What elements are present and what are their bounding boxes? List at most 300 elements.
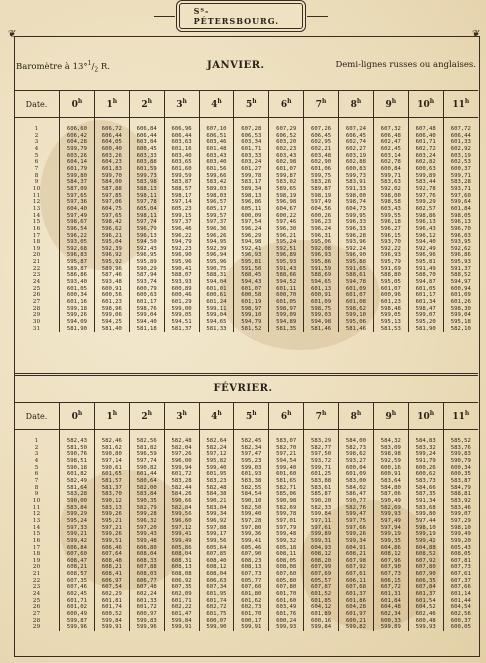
reading-cell: 597,01 (269, 518, 304, 525)
reading-cell: 607,48 (129, 584, 164, 591)
reading-cell: 585,87 (304, 491, 339, 498)
hour-mark: h (464, 98, 470, 105)
reading-cell: 598,67 (60, 219, 95, 226)
reading-cell: 597,50 (304, 451, 339, 458)
reading-cell: 597,76 (408, 193, 443, 200)
reading-cell: 582,69 (373, 505, 408, 512)
reading-cell: 598,96 (94, 306, 129, 313)
reading-cell: 603,65 (164, 159, 199, 166)
hour-mark: h (391, 410, 397, 417)
reading-cell: 582,34 (234, 445, 269, 452)
reading-cell: 588,07 (164, 272, 199, 279)
reading-cell: 601,11 (269, 286, 304, 293)
reading-cell: 581,57 (94, 478, 129, 485)
reading-cell: 606,40 (408, 133, 443, 140)
reading-cell: 582,79 (129, 505, 164, 512)
reading-cell: 606,45 (339, 133, 374, 140)
reading-cell: 598,05 (443, 213, 478, 220)
reading-cell: 590,77 (339, 498, 374, 505)
reading-cell: 596,70 (443, 226, 478, 233)
table-row (14, 306, 478, 313)
reading-cell: 605,17 (199, 206, 234, 213)
reading-cell: 594,97 (443, 279, 478, 286)
reading-cell: 595,87 (60, 259, 95, 266)
table-row (14, 239, 478, 246)
reading-cell: 595,96 (164, 259, 199, 266)
reading-cell: 599,73 (129, 173, 164, 180)
reading-cell: 594,25 (94, 319, 129, 326)
reading-cell: 606,35 (408, 578, 443, 585)
reading-cell: 607,73 (234, 571, 269, 578)
reading-cell: 596,30 (269, 226, 304, 233)
reading-cell: 601,01 (199, 286, 234, 293)
reading-cell: 608,12 (199, 564, 234, 571)
date-column-header: Date. (14, 403, 60, 430)
reading-cell: 607,73 (373, 571, 408, 578)
reading-cell: 582,70 (269, 445, 304, 452)
date-cell: 28 (32, 305, 41, 312)
reading-cell: 581,90 (408, 326, 443, 333)
reading-cell: 599,18 (60, 306, 95, 313)
reading-cell: 581,65 (269, 478, 304, 485)
reading-cell: 591,33 (339, 186, 374, 193)
reading-cell: 598,86 (408, 213, 443, 220)
reading-cell: 594,89 (269, 319, 304, 326)
reading-cell: 598,10 (408, 525, 443, 532)
hour-column-header: 2$^h$ (129, 403, 164, 430)
date-cell: 8 (34, 172, 39, 179)
reading-cell: 582,64 (199, 438, 234, 445)
banner-ornament (307, 16, 328, 17)
reading-cell: 603,14 (373, 153, 408, 160)
reading-cell: 582,76 (339, 505, 374, 512)
date-cell: 19 (32, 557, 41, 564)
reading-cell: 590,75 (199, 266, 234, 273)
reading-cell: 582,84 (164, 505, 199, 512)
reading-cell: 605,57 (304, 578, 339, 585)
reading-cell: 596,93 (304, 252, 339, 259)
spacer-cell (373, 118, 408, 127)
reading-cell: 583,98 (129, 179, 164, 186)
reading-cell: 599,80 (408, 511, 443, 518)
reading-cell: 607,60 (269, 571, 304, 578)
reading-cell: 601,75 (199, 611, 234, 618)
table-row (14, 604, 478, 611)
reading-cell: 600,45 (129, 146, 164, 153)
reading-cell: 601,74 (199, 598, 234, 605)
reading-cell: 598,75 (304, 306, 339, 313)
reading-cell: 599,83 (129, 618, 164, 625)
reading-cell: 599,03 (304, 312, 339, 319)
table-row (14, 133, 478, 140)
reading-cell: 596,89 (269, 252, 304, 259)
reading-cell: 581,62 (94, 445, 129, 452)
units-label: Demi-lignes russes ou anglaises. (335, 60, 476, 70)
reading-cell: 602,24 (129, 591, 164, 598)
reading-cell: 604,28 (60, 139, 95, 146)
reading-cell: 607,98 (339, 558, 374, 565)
reading-cell: 595,20 (408, 319, 443, 326)
reading-cell: 601,71 (60, 598, 95, 605)
reading-cell: 607,92 (339, 564, 374, 571)
reading-cell: 580,64 (129, 478, 164, 485)
reading-cell: 608,05 (443, 551, 478, 558)
reading-cell: 599,35 (373, 538, 408, 545)
reading-cell: 606,84 (60, 545, 95, 552)
reading-cell: 583,46 (443, 505, 478, 512)
reading-cell: 598,62 (339, 451, 374, 458)
reading-cell: 603,19 (339, 153, 374, 160)
reading-cell: 599,84 (304, 511, 339, 518)
reading-cell: 597,14 (94, 458, 129, 465)
reading-cell: 596,28 (339, 233, 374, 240)
reading-cell: 582,46 (94, 438, 129, 445)
reading-cell: 596,93 (373, 252, 408, 259)
reading-cell: 599,89 (304, 531, 339, 538)
reading-cell: 583,28 (60, 491, 95, 498)
reading-cell: 601,76 (269, 611, 304, 618)
reading-cell: 603,46 (199, 139, 234, 146)
reading-cell: 602,72 (408, 146, 443, 153)
reading-cell: 607,24 (339, 126, 374, 133)
reading-cell: 603,33 (129, 153, 164, 160)
reading-cell: 583,70 (94, 491, 129, 498)
reading-cell: 596,94 (199, 252, 234, 259)
reading-cell: 599,56 (199, 538, 234, 545)
reading-cell: 600,97 (129, 611, 164, 618)
reading-cell: 605,80 (269, 578, 304, 585)
reading-cell: 607,96 (373, 558, 408, 565)
reading-cell: 582,50 (234, 505, 269, 512)
barometer-frac-den: 2 (94, 66, 99, 74)
reading-cell: 598,48 (373, 306, 408, 313)
reading-cell: 600,16 (304, 618, 339, 625)
reading-cell: 596,21 (94, 233, 129, 240)
reading-cell: 583,63 (373, 179, 408, 186)
reading-cell: 608,21 (339, 551, 374, 558)
reading-cell: 608,23 (234, 558, 269, 565)
spacer-cell (129, 430, 164, 439)
reading-cell: 604,93 (304, 545, 339, 552)
hour-mark: h (147, 98, 152, 105)
barometer-unit: R. (98, 61, 110, 72)
reading-cell: 601,09 (339, 471, 374, 478)
table-row (14, 611, 478, 618)
date-cell: 30 (32, 319, 41, 326)
table-row (14, 166, 478, 173)
date-cell: 1 (34, 438, 39, 444)
reading-cell: 599,82 (339, 624, 374, 631)
reading-cell: 594,52 (269, 279, 304, 286)
reading-cell: 600,58 (234, 292, 269, 299)
reading-cell: 591,50 (234, 266, 269, 273)
reading-cell: 597,78 (129, 199, 164, 206)
hour-column-header: 9$^h$ (373, 91, 408, 118)
hour-mark: h (77, 98, 83, 105)
reading-cell: 597,28 (234, 518, 269, 525)
hour-column-header: 8$^h$ (339, 91, 374, 118)
reading-cell: 594,09 (60, 319, 95, 326)
reading-cell: 599,17 (199, 531, 234, 538)
reading-cell: 590,66 (164, 498, 199, 505)
reading-cell: 600,34 (60, 292, 95, 299)
reading-cell: 582,48 (164, 438, 199, 445)
reading-cell: 599,41 (164, 531, 199, 538)
hour-column-header: 2$^h$ (129, 91, 164, 118)
reading-cell: 594,98 (234, 239, 269, 246)
date-cell: 17 (32, 544, 41, 551)
reading-cell: 606,46 (94, 545, 129, 552)
reading-cell: 597,79 (269, 525, 304, 532)
spacer-cell (269, 118, 304, 127)
reading-cell: 588,52 (443, 272, 478, 279)
hour-column-header: 1$^h$ (94, 403, 129, 430)
reading-cell: 602,46 (408, 611, 443, 618)
reading-cell: 590,80 (94, 451, 129, 458)
reading-cell: 590,79 (443, 458, 478, 465)
reading-cell: 603,49 (269, 604, 304, 611)
reading-cell: 602,45 (60, 591, 95, 598)
table-row (14, 451, 478, 458)
hour-column-header: 8$^h$ (339, 403, 374, 430)
hour-mark: h (429, 98, 435, 105)
reading-cell: 602,92 (443, 146, 478, 153)
reading-cell: 601,84 (373, 598, 408, 605)
reading-cell: 599,87 (269, 173, 304, 180)
reading-cell: 596,18 (373, 219, 408, 226)
barometer-frac-num: 1 (87, 60, 92, 67)
reading-cell: 596,33 (339, 219, 374, 226)
reading-cell: 604,54 (443, 604, 478, 611)
reading-cell: 604,52 (408, 604, 443, 611)
reading-cell: 608,47 (60, 558, 95, 565)
barometer-text: Baromètre à 13° (16, 61, 88, 72)
reading-cell: 598,00 (373, 193, 408, 200)
reading-cell: 589,87 (304, 186, 339, 193)
reading-cell: 584,66 (408, 485, 443, 492)
reading-cell: 582,56 (129, 438, 164, 445)
table-row (14, 272, 478, 279)
reading-cell: 581,37 (94, 485, 129, 492)
reading-cell: 606,11 (339, 578, 374, 585)
reading-cell: 602,29 (94, 591, 129, 598)
date-cell: 2 (34, 132, 39, 139)
reading-cell: 605,86 (164, 545, 199, 552)
hour-column-header: 10$^h$ (408, 403, 443, 430)
reading-cell: 599,40 (199, 465, 234, 472)
reading-cell: 595,24 (60, 518, 95, 525)
reading-cell: 608,48 (94, 558, 129, 565)
reading-cell: 596,00 (164, 458, 199, 465)
reading-cell: 598,11 (129, 193, 164, 200)
reading-cell: 593,96 (339, 239, 374, 246)
reading-cell: 582,77 (304, 445, 339, 452)
reading-cell: 608,13 (234, 564, 269, 571)
reading-cell: 601,95 (199, 471, 234, 478)
reading-cell: 596,03 (443, 233, 478, 240)
table-row (14, 226, 478, 233)
spacer-cell (339, 430, 374, 439)
table-row (14, 478, 478, 485)
date-cell: 20 (32, 564, 41, 571)
reading-cell: 596,36 (199, 226, 234, 233)
reading-cell: 602,90 (304, 159, 339, 166)
date-cell: 16 (32, 537, 41, 544)
reading-cell: 593,93 (164, 279, 199, 286)
hour-mark: h (356, 410, 362, 417)
reading-cell: 599,10 (339, 312, 374, 319)
reading-cell: 599,43 (129, 531, 164, 538)
table-row (14, 292, 478, 299)
reading-cell: 603,20 (269, 139, 304, 146)
reading-cell: 603,26 (60, 153, 95, 160)
reading-cell: 596,23 (304, 219, 339, 226)
reading-cell: 592,62 (443, 246, 478, 253)
reading-cell: 607,73 (443, 564, 478, 571)
reading-cell: 600,62 (408, 471, 443, 478)
reading-cell: 607,61 (339, 571, 374, 578)
reading-cell: 599,11 (199, 306, 234, 313)
reading-cell: 599,07 (408, 312, 443, 319)
reading-cell: 581,35 (269, 326, 304, 333)
reading-cell: 597,12 (164, 525, 199, 532)
reading-cell: 602,27 (339, 146, 374, 153)
reading-cell: 582,10 (443, 326, 478, 333)
reading-cell: 603,19 (443, 153, 478, 160)
reading-cell: 600,26 (304, 213, 339, 220)
date-cell: 6 (34, 159, 39, 166)
reading-cell: 598,76 (129, 306, 164, 313)
reading-cell: 600,83 (339, 166, 374, 173)
reading-cell: 590,61 (94, 465, 129, 472)
reading-cell: 599,00 (164, 306, 199, 313)
reading-cell: 599,59 (164, 173, 199, 180)
date-cell: 20 (32, 252, 41, 259)
reading-cell: 602,72 (199, 604, 234, 611)
reading-cell: 606,80 (129, 545, 164, 552)
reading-cell: 597,06 (94, 199, 129, 206)
reading-cell: 601,60 (269, 598, 304, 605)
reading-cell: 605,43 (443, 545, 478, 552)
reading-cell: 583,32 (408, 445, 443, 452)
reading-cell: 606,44 (129, 133, 164, 140)
reading-cell: 598,58 (373, 199, 408, 206)
reading-cell: 608,31 (164, 558, 199, 565)
reading-cell: 588,80 (373, 272, 408, 279)
table-row (14, 511, 478, 518)
reading-cell: 584,02 (339, 485, 374, 492)
reading-cell: 601,97 (339, 611, 374, 618)
reading-cell: 601,02 (60, 604, 95, 611)
reading-cell: 606,63 (199, 578, 234, 585)
reading-cell: 597,29 (443, 518, 478, 525)
reading-cell: 605,11 (234, 206, 269, 213)
reading-cell: 594,43 (234, 279, 269, 286)
hour-mark: h (182, 410, 187, 417)
reading-cell: 591,49 (408, 266, 443, 273)
table-row (14, 624, 478, 631)
reading-cell: 597,75 (339, 518, 374, 525)
reading-cell: 597,21 (94, 525, 129, 532)
reading-cell: 583,91 (339, 179, 374, 186)
reading-cell: 592,39 (94, 246, 129, 253)
reading-cell: 597,12 (199, 451, 234, 458)
january-table (14, 90, 478, 332)
reading-cell: 600,22 (269, 213, 304, 220)
reading-cell: 594,65 (304, 279, 339, 286)
date-cell: 23 (32, 272, 41, 279)
reading-cell: 599,28 (129, 511, 164, 518)
table-row (14, 193, 478, 200)
reading-cell: 596,86 (234, 199, 269, 206)
city-banner (150, 5, 332, 27)
reading-cell: 600,24 (269, 618, 304, 625)
reading-cell: 599,40 (269, 465, 304, 472)
month-title-january: JANVIER. (207, 60, 265, 71)
february-table (14, 402, 478, 631)
reading-cell: 601,84 (443, 206, 478, 213)
date-cell: 28 (32, 617, 41, 624)
table-row (14, 518, 478, 525)
date-cell: 1 (34, 126, 39, 132)
february-rows (14, 430, 478, 632)
reading-cell: 583,17 (234, 179, 269, 186)
reading-cell: 603,33 (234, 153, 269, 160)
reading-cell: 599,19 (373, 531, 408, 538)
reading-cell: 599,15 (164, 213, 199, 220)
reading-cell: 605,46 (234, 545, 269, 552)
reading-cell: 601,54 (408, 598, 443, 605)
reading-cell: 599,06 (94, 312, 129, 319)
spacer-cell (14, 118, 60, 127)
reading-cell: 604,14 (60, 159, 95, 166)
hour-column-header: 11$^h$ (443, 403, 478, 430)
reading-cell: 596,21 (269, 233, 304, 240)
reading-cell: 599,41 (234, 538, 269, 545)
date-cell: 4 (34, 145, 39, 152)
reading-cell: 596,62 (94, 226, 129, 233)
reading-cell: 607,61 (443, 571, 478, 578)
date-cell: 14 (32, 212, 41, 219)
reading-cell: 598,13 (234, 193, 269, 200)
date-cell: 11 (32, 192, 41, 199)
hour-column-header: 6$^h$ (269, 403, 304, 430)
reading-cell: 596,86 (443, 252, 478, 259)
reading-cell: 597,66 (339, 525, 374, 532)
table-row (14, 584, 478, 591)
table-row (14, 551, 478, 558)
reading-cell: 592,22 (373, 246, 408, 253)
reading-cell: 595,93 (443, 259, 478, 266)
reading-cell: 601,83 (94, 166, 129, 173)
date-cell: 3 (34, 139, 39, 146)
reading-cell: 601,82 (60, 471, 95, 478)
spacer-cell (94, 430, 129, 439)
reading-cell: 601,37 (408, 591, 443, 598)
table-row (14, 246, 478, 253)
reading-cell: 599,93 (269, 624, 304, 631)
reading-cell: 599,26 (94, 511, 129, 518)
reading-cell: 599,21 (60, 531, 95, 538)
reading-cell: 594,51 (164, 319, 199, 326)
reading-cell: 602,53 (443, 159, 478, 166)
reading-cell: 582,48 (199, 485, 234, 492)
reading-cell: 583,87 (164, 179, 199, 186)
reading-cell: 600,89 (164, 286, 199, 293)
reading-cell: 603,88 (129, 159, 164, 166)
reading-cell: 599,73 (339, 173, 374, 180)
reading-cell: 591,79 (408, 458, 443, 465)
